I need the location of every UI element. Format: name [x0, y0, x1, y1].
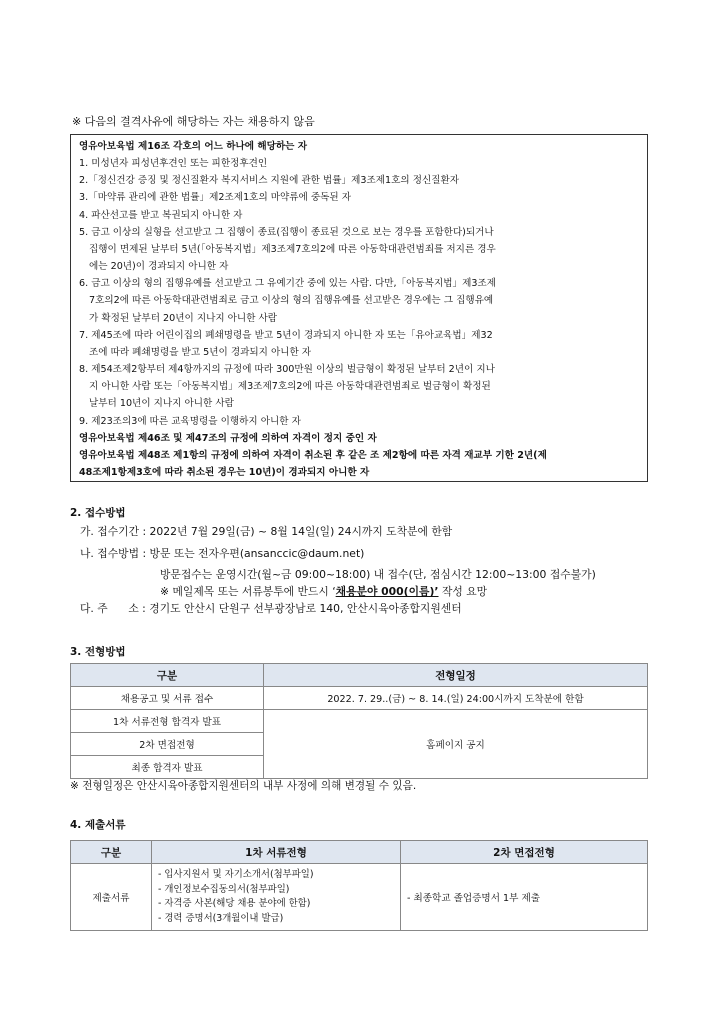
schedule-header-stage: 구분 — [71, 664, 264, 687]
disqualification-line: 영유아보육법 제46조 및 제47조의 규정에 의하여 자격이 정지 중인 자 — [79, 432, 377, 444]
address-row — [80, 601, 462, 616]
method-row — [80, 546, 364, 561]
disqualification-line: 조에 따라 폐쇄명령을 받고 5년이 경과되지 아니한 자 — [89, 346, 312, 358]
disqualification-box — [70, 134, 648, 482]
disqualification-line: 6. 금고 이상의 형의 집행유예를 선고받고 그 유예기간 중에 있는 사람. 다만,「아동복지법」제3조제 — [79, 278, 496, 290]
period-row — [80, 524, 452, 539]
schedule-footnote: ※ 전형일정은 안산시육아종합지원센터의 내부 사정에 의해 변경될 수 있음. — [70, 780, 417, 792]
disqualification-line: 1. 미성년자 피성년후견인 또는 피한정후견인 — [79, 158, 268, 170]
table-row — [71, 710, 648, 733]
disqualification-line: 8. 제54조제2항부터 제4항까지의 규정에 따라 300만원 이상의 벌금형이 확정된 날부터 2년이 지나 — [79, 364, 495, 376]
disqualification-line: 에는 20년)이 경과되지 아니한 자 — [89, 261, 229, 273]
second-round-docs: - 최종학교 졸업증명서 1부 제출 — [401, 864, 648, 931]
docs-row-label: 제출서류 — [71, 864, 152, 931]
section-4-title: 4. 제출서류 — [70, 819, 126, 831]
table-row — [71, 864, 648, 931]
list-item: - 개인정보수집동의서(첨부파일) — [158, 883, 290, 895]
schedule-cell: 2022. 7. 29..(금) ~ 8. 14.(일) 24:00시까지 도착분에 한함 — [264, 687, 648, 710]
stage-cell: 채용공고 및 서류 접수 — [71, 687, 264, 710]
disqualification-line: 가 확정된 날부터 20년이 지나지 아니한 사람 — [89, 312, 278, 324]
period-label: 가. 접수기간 : — [80, 525, 147, 538]
note-bold: 채용분야 000(이름)’ — [335, 585, 439, 598]
disqualification-line: 7호의2에 따른 아동학대관련범죄로 금고 이상의 형의 집행유예를 선고받은 경우에는 그 집행유예 — [89, 295, 494, 307]
disqualification-line: 7. 제45조에 따라 어린이집의 폐쇄명령을 받고 5년이 경과되지 아니한 자 또는「유아교육법」제32 — [79, 329, 493, 341]
note-prefix: ※ 메일제목 또는 서류봉투에 반드시 ‘ — [160, 585, 336, 598]
merged-schedule-cell: 홈페이지 공지 — [264, 710, 648, 779]
section-3-title: 3. 전형방법 — [70, 646, 126, 658]
stage-cell: 1차 서류전형 합격자 발표 — [71, 710, 264, 733]
method-value: 방문 또는 전자우편(ansanccic@daum.net) — [149, 547, 365, 560]
address-label: 다. 주 소 : — [80, 602, 146, 615]
docs-header-first: 1차 서류전형 — [152, 841, 401, 864]
disqualification-line: 날부터 10년이 지나지 아니한 사람 — [89, 398, 234, 410]
documents-table — [70, 840, 648, 931]
disqualification-line: 3.「마약류 관리에 관한 법률」제2조제1호의 마약류에 중독된 자 — [79, 192, 351, 204]
list-item: - 자격증 사본(해당 채용 분야에 한함) — [158, 898, 311, 909]
submission-note — [160, 584, 487, 599]
disqualification-line: 지 아니한 사람 또는「아동복지법」제3조제7호의2에 따른 아동학대관련범죄로 벌금형이 확정된 — [89, 381, 491, 393]
disqualification-line: 영유아보육법 제16조 각호의 어느 하나에 해당하는 자 — [79, 141, 308, 152]
note-suffix: 작성 요망 — [438, 585, 488, 598]
disqualification-line: 집행이 면제된 날부터 5년(「아동복지법」제3조제7호의2에 따른 아동학대관련범죄를 저지른 경우 — [89, 243, 496, 255]
disqualification-line: 4. 파산선고를 받고 복권되지 아니한 자 — [79, 209, 243, 221]
disqualification-line: 48조제1항제3호에 따라 취소된 경우는 10년)이 경과되지 아니한 자 — [79, 466, 370, 478]
visit-hours: 방문접수는 운영시간(월~금 09:00~18:00) 내 접수(단, 점심시간 12:00~13:00 접수불가) — [160, 568, 596, 581]
docs-header-category: 구분 — [71, 841, 152, 864]
schedule-header-dates: 전형일정 — [264, 664, 648, 687]
disqualification-line: 영유아보육법 제48조 제1항의 규정에 의하여 자격이 취소된 후 같은 조 제2항에 따른 자격 재교부 기한 2년(제 — [79, 449, 547, 461]
period-value: 2022년 7월 29일(금) ~ 8월 14일(일) 24시까지 도착분에 한함 — [149, 525, 453, 538]
disqualification-line: 5. 금고 이상의 실형을 선고받고 그 집행이 종료(집행이 종료된 것으로 보는 경우를 포함한다)되거나 — [79, 226, 494, 238]
list-item: - 입사지원서 및 자기소개서(첨부파일) — [158, 869, 314, 880]
method-label: 나. 접수방법 : — [80, 547, 147, 560]
disqualification-notice: ※ 다음의 결격사유에 해당하는 자는 채용하지 않음 — [72, 115, 315, 128]
stage-cell: 최종 합격자 발표 — [71, 756, 264, 779]
section-2-title: 2. 접수방법 — [70, 507, 126, 519]
disqualification-line: 9. 제23조의3에 따른 교육명령을 이행하지 아니한 자 — [79, 415, 301, 427]
docs-header-second: 2차 면접전형 — [401, 841, 648, 864]
stage-cell: 2차 면접전형 — [71, 733, 264, 756]
first-round-docs — [152, 864, 401, 931]
schedule-table — [70, 663, 648, 779]
table-row — [71, 687, 648, 710]
address-value: 경기도 안산시 단원구 선부광장남로 140, 안산시육아종합지원센터 — [149, 602, 462, 615]
disqualification-line: 2.「정신건강 증징 및 정신질환자 복지서비스 지원에 관한 법률」제3조제1호의 정신질환자 — [79, 175, 460, 187]
list-item: - 경력 증명서(3개월이내 발급) — [158, 912, 284, 924]
